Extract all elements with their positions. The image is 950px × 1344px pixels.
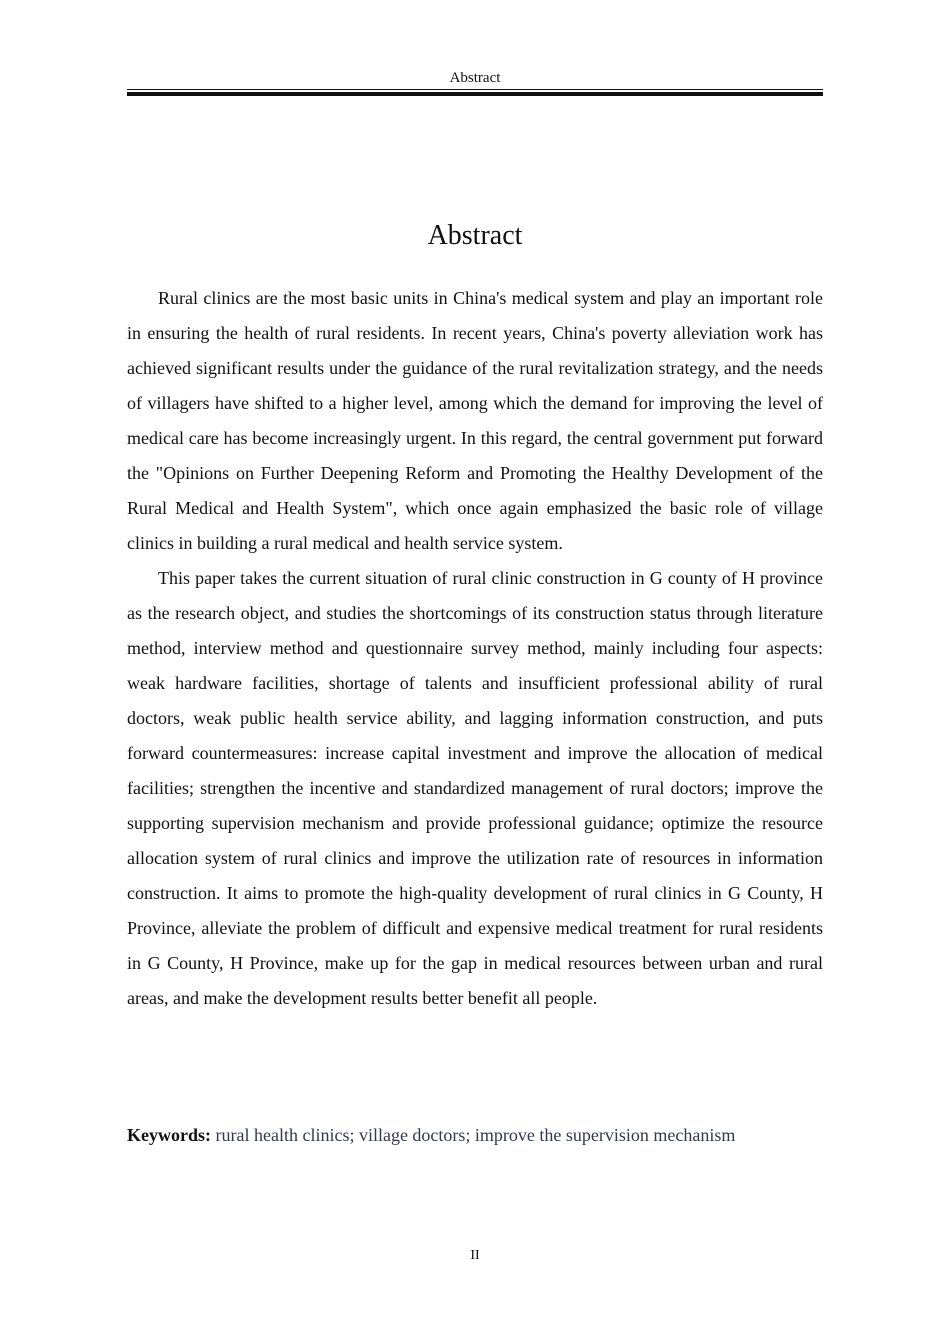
keywords-line [127, 1120, 823, 1150]
running-header: Abstract [449, 70, 501, 86]
abstract-body [127, 281, 823, 1016]
abstract-paragraph-2: This paper takes the current situation of rural clinic construction in G county of H province as the research object, and studies the shortcomings of its construction status through literature method, interview method and questionnaire survey method, mainly including four aspects: weak hardware facilities, shortage of talents and insufficient professional ability of rural doctors, weak public health service ability, and lagging information construction, and puts forward countermeasures: increase capital investment and improve the allocation of medical facilities; strengthen the incentive and standardized management of rural doctors; improve the supporting supervision mechanism and provide professional guidance; optimize the resource allocation system of rural clinics and improve the utilization rate of resources in information construction. It aims to promote the high-quality development of rural clinics in G County, H Province, alleviate the problem of difficult and expensive medical treatment for rural residents in G County, H Province, make up for the gap in medical resources between urban and rural areas, and make the development results better benefit all people. [127, 568, 823, 1008]
page-title: Abstract [427, 220, 523, 251]
header-rule-thick [127, 92, 823, 96]
keywords-value: rural health clinics; village doctors; improve the supervision mechanism [215, 1125, 736, 1145]
page-number: II [470, 1248, 480, 1263]
keywords-label: Keywords: [127, 1125, 211, 1145]
header-rule-thin [127, 89, 823, 90]
abstract-paragraph-1: Rural clinics are the most basic units in China's medical system and play an important role in ensuring the health of rural residents. In recent years, China's poverty alleviation work has achieved significant results under the guidance of the rural revitalization strategy, and the needs of villagers have shifted to a higher level, among which the demand for improving the level of medical care has become increasingly urgent. In this regard, the central government put forward the "Opinions on Further Deepening Reform and Promoting the Healthy Development of the Rural Medical and Health System", which once again emphasized the basic role of village clinics in building a rural medical and health service system. [127, 288, 823, 553]
